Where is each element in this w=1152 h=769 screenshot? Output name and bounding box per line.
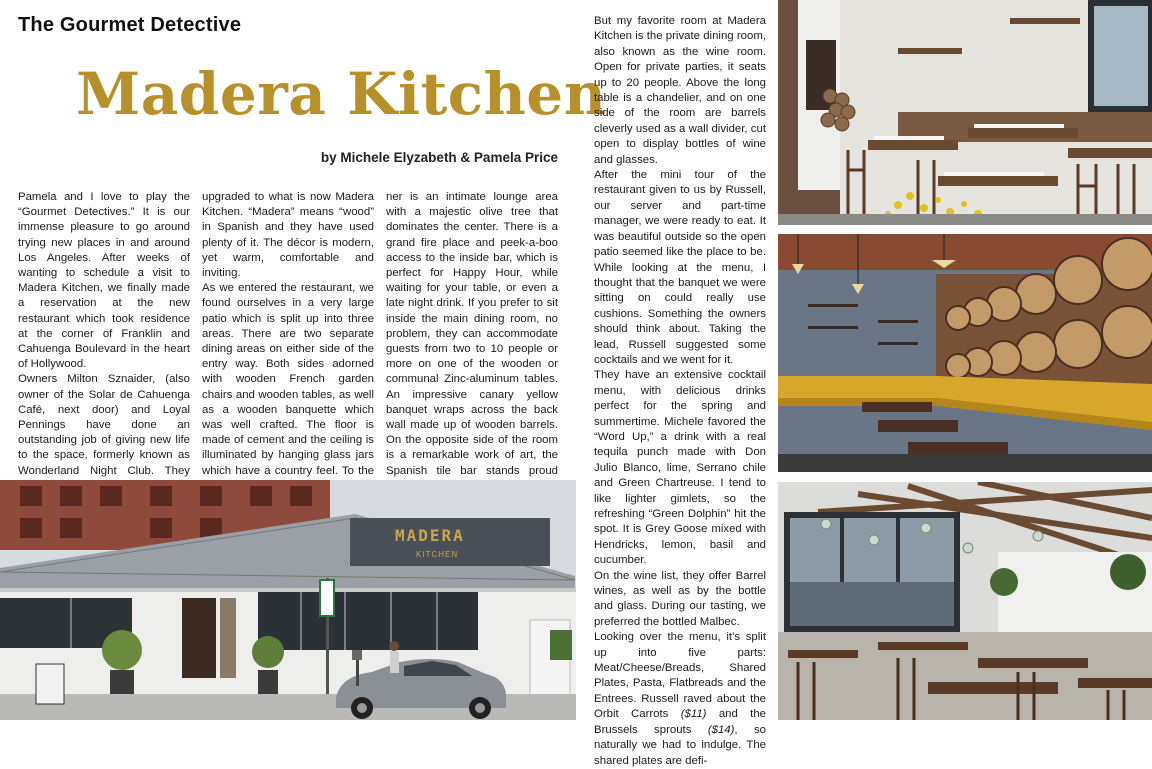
article-column-1 [18,190,190,494]
paragraph: Pamela and I love to play the “Gourmet Detectives.” It is our immense pleasure to go around trying new places in and around Los Angeles. After weeks of wanting to schedule a visit to Madera Kitchen, we finally made a reservation at the new restaurant which took residence at the corner of Franklin and Cahuenga Boulevard in the heart of Hollywood. [18,191,190,371]
article-title: Madera Kitchen [76,60,607,128]
dining-room-photo [778,234,1152,472]
text-run: , so naturally we had to indulge. The shared plates are defi- [594,723,766,767]
price-orbit-carrots: ($11) [680,708,707,721]
paragraph: Owners Milton Sznaider, (also owner of the Solar de Cahuenga Café, next door) and Loyal Pennings have done an outstanding job of giving new life to the space, formerly known as Wonderland Night Club. They [18,373,190,477]
paragraph: upgraded to what is now Madera Kitchen. “Madera” means “wood” in Spanish and they have used plenty of it. The décor is modern, yet warm, comfortable and inviting. [202,191,374,280]
paragraph: But my favorite room at Madera Kitchen is the private dining room, also known as the wine room. Open for private parties, it seats up to 20 people. Above the long table is a chandelier, and on one side of the room are barrels cleverly used as a wall divider, cut open to display bottles of wine and glasses. [594,15,766,166]
paragraph: They have an extensive cocktail menu, with delicious drinks perfect for the spring and summertime. Michele favored the “Word Up,” a drink with a real tequila punch made with Don Julio Blanco, lime, Serrano chile and Green Chartreuse. I tend to like lighter gimlets, so the refreshing “Green Dolphin” hit the spot. It is Grey Goose mixed with Hendricks, lemon, basil and cucumber. [594,369,766,567]
price-brussels-sprouts: ($14) [707,723,735,736]
text-run: Looking over the menu, it’s split up into five parts: Meat/Cheese/Breads, Shared Plates, Pasta, Flatbreads and the Entrees. Russell raved about the Orbit Carrots [594,631,766,721]
section-label: The Gourmet Detective [18,14,242,36]
paragraph: As we entered the restaurant, we found ourselves in a very large patio which is split up into three areas. There are two separate dining areas on either side of the entry way. Both sides adorned with wooden French garden chairs and wooden tables, as well as a wooden banquette which was well crafted. The floor is made of cement and the ceiling is illuminated by hanging glass jars which have a country feel. To the [202,282,374,477]
paragraph: On the wine list, they offer Barrel wines, as well as by the bottle and glass. During our tasting, we preferred the bottled Malbec. [594,569,766,628]
covered-patio-photo [778,482,1152,720]
text-run: and the Brussels sprouts [594,708,766,736]
restaurant-sign-subtext: KITCHEN [416,550,459,559]
patio-photo [778,0,1152,225]
article-column-4 [594,14,766,769]
paragraph: ner is an intimate lounge area with a majestic olive tree that dominates the center. There is a grand fire place and peek-a-boo access to the inside bar, which is perfect for Happy Hour, while waiting for your table, or even a late night drink. If you prefer to sit inside the main dining room, no problem, they can accommodate guests from two to 10 people or more on one of the wooden or communal Zinc-aluminum tables. An impressive canary yellow banquet wraps across the back wall made up of wooden barrels. On the opposite side of the room is a remarkable work of art, the Spanish tile bar stands proud [386,191,558,477]
restaurant-sign-text: MADERA [395,526,465,545]
paragraph: After the mini tour of the restaurant given to us by Russell, our server and part-time manager, we were ready to eat. It was beautiful outside so the open patio seemed like the place to be. While looking at the menu, I thought that the banquet we were sitting on could really use cushions. Something the owners should think about. Taking the lead, Russell suggested some cocktails and we went for it. [594,169,766,366]
article-byline: by Michele Elyzabeth & Pamela Price [320,150,558,165]
paragraph [594,630,766,769]
exterior-photo [0,480,576,720]
article-column-2 [202,190,374,494]
article-column-3 [386,190,558,494]
